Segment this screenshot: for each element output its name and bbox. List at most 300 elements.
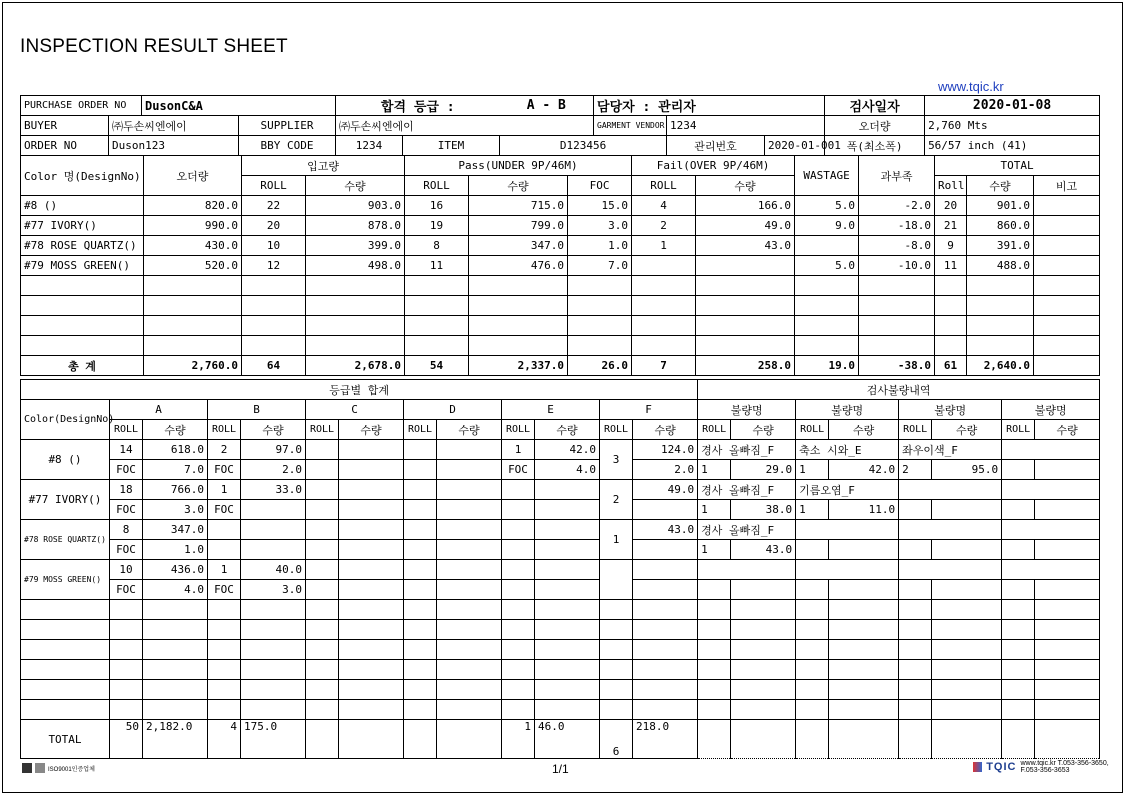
cell: 7	[632, 356, 696, 376]
cell: 903.0	[306, 196, 405, 216]
grade-cell: 2.0	[241, 460, 306, 480]
empty-cell	[568, 336, 632, 356]
grade-cell	[437, 440, 502, 460]
defect-name-hdr-1: 불량명	[698, 400, 796, 420]
grade-cell	[437, 580, 502, 600]
empty-cell	[632, 316, 696, 336]
design-name: #79 MOSS GREEN()	[21, 560, 110, 600]
grade-cell	[535, 560, 600, 580]
defect-value	[1035, 580, 1100, 600]
empty-cell	[698, 700, 731, 720]
f-qty: 43.0	[633, 520, 698, 540]
empty-cell	[143, 600, 208, 620]
empty-cell	[437, 600, 502, 620]
grade-cell	[306, 580, 339, 600]
empty-cell	[696, 336, 795, 356]
empty-cell	[796, 620, 829, 640]
empty-cell	[242, 296, 306, 316]
grade-cell: 1	[208, 480, 241, 500]
roll-subhdr: ROLL	[600, 420, 633, 440]
empty-cell	[405, 296, 469, 316]
empty-cell	[241, 700, 306, 720]
empty-cell	[404, 700, 437, 720]
total-cell: 50	[110, 720, 143, 759]
empty-cell	[859, 316, 935, 336]
empty-row	[21, 660, 1100, 680]
cell	[1034, 236, 1100, 256]
total-cell	[404, 720, 437, 759]
empty-cell	[796, 600, 829, 620]
cell: 5.0	[795, 256, 859, 276]
table-row	[21, 256, 1100, 276]
t2-color-hdr: Color(DesignNo)	[21, 400, 110, 440]
defect-name-hdr-2: 불량명	[796, 400, 899, 420]
empty-cell	[859, 296, 935, 316]
empty-cell	[144, 316, 242, 336]
cell: -18.0	[859, 216, 935, 236]
empty-cell	[935, 276, 967, 296]
cell: 820.0	[144, 196, 242, 216]
grade-cell: FOC	[208, 460, 241, 480]
empty-cell	[241, 640, 306, 660]
grade-cell	[306, 500, 339, 520]
grade-cell	[306, 480, 339, 500]
cell: 166.0	[696, 196, 795, 216]
empty-cell	[935, 316, 967, 336]
empty-cell	[632, 336, 696, 356]
empty-cell	[633, 600, 698, 620]
grade-row	[21, 520, 1100, 540]
defect-value: 1	[698, 460, 731, 480]
empty-cell	[698, 660, 731, 680]
empty-cell	[110, 660, 143, 680]
defect-value	[1002, 500, 1035, 520]
grade-cell: FOC	[110, 580, 143, 600]
cell: 12	[242, 256, 306, 276]
empty-cell	[600, 700, 633, 720]
empty-cell	[932, 620, 1002, 640]
cell: 2	[632, 216, 696, 236]
defect-name: 기름오염_F	[796, 480, 899, 500]
f-roll-count	[600, 560, 633, 600]
grade-cell	[404, 440, 437, 460]
design-name: #8 ()	[21, 440, 110, 480]
qty-subhdr: 수량	[241, 420, 306, 440]
empty-row	[21, 296, 1100, 316]
grade-cell	[241, 500, 306, 520]
cell: #77 IVORY()	[21, 216, 144, 236]
empty-cell	[698, 720, 731, 759]
empty-cell	[932, 720, 1002, 759]
insp-date-value: 2020-01-08	[925, 96, 1100, 116]
defect-name	[899, 520, 1002, 540]
empty-cell	[731, 720, 796, 759]
defect-value: 1	[698, 500, 731, 520]
defect-value: 38.0	[731, 500, 796, 520]
grade-cell: 33.0	[241, 480, 306, 500]
defect-value	[932, 540, 1002, 560]
qty-subhdr: 수량	[339, 420, 404, 440]
empty-cell	[339, 620, 404, 640]
defect-value: 1	[796, 460, 829, 480]
empty-cell	[932, 680, 1002, 700]
grade-sum-hdr: 등급별 합계	[21, 380, 698, 400]
empty-cell	[469, 316, 568, 336]
grade-cell: 18	[110, 480, 143, 500]
cell: 476.0	[469, 256, 568, 276]
empty-cell	[731, 680, 796, 700]
cell: -8.0	[859, 236, 935, 256]
empty-cell	[967, 296, 1034, 316]
cell: 347.0	[469, 236, 568, 256]
f-qty	[633, 560, 698, 580]
total-cell	[339, 720, 404, 759]
f-roll-count: 3	[600, 440, 633, 480]
order-qty-label: 오더량	[825, 116, 925, 136]
grade-cell: 2	[208, 440, 241, 460]
empty-cell	[899, 660, 932, 680]
brand-footer	[973, 760, 1127, 774]
table-row	[21, 216, 1100, 236]
total-cell: 2,182.0	[143, 720, 208, 759]
cell	[1034, 356, 1100, 376]
empty-cell	[241, 600, 306, 620]
empty-cell	[633, 660, 698, 680]
grade-cell	[535, 500, 600, 520]
grade-cell	[502, 560, 535, 580]
grade-f-hdr: F	[600, 400, 698, 420]
grade-cell: FOC	[110, 540, 143, 560]
cell	[1034, 256, 1100, 276]
grade-cell	[502, 580, 535, 600]
qty-subhdr: 수량	[731, 420, 796, 440]
empty-cell	[600, 680, 633, 700]
empty-cell	[404, 640, 437, 660]
grade-cell	[306, 560, 339, 580]
empty-cell	[502, 660, 535, 680]
empty-cell	[306, 700, 339, 720]
note-hdr: 비고	[1034, 176, 1100, 196]
cell: 15.0	[568, 196, 632, 216]
empty-cell	[859, 336, 935, 356]
insp-date-label: 검사일자	[825, 96, 925, 116]
grade-d-hdr: D	[404, 400, 502, 420]
grade-cell: 1	[502, 440, 535, 460]
cell: 520.0	[144, 256, 242, 276]
empty-cell	[698, 680, 731, 700]
cell: 22	[242, 196, 306, 216]
cell: 61	[935, 356, 967, 376]
empty-cell	[21, 296, 144, 316]
empty-cell	[600, 620, 633, 640]
grade-cell: 3.0	[241, 580, 306, 600]
grade-cell	[339, 500, 404, 520]
f-qty: 49.0	[633, 480, 698, 500]
t2-total-label: TOTAL	[21, 720, 110, 759]
bby-value: 1234	[336, 136, 403, 156]
page-number: 1/1	[552, 762, 569, 776]
empty-cell	[502, 640, 535, 660]
mgmt-label: 관리번호	[667, 136, 765, 156]
grade-cell: FOC	[208, 500, 241, 520]
grade-cell	[437, 540, 502, 560]
empty-cell	[932, 640, 1002, 660]
empty-cell	[899, 640, 932, 660]
empty-cell	[143, 700, 208, 720]
empty-cell	[208, 600, 241, 620]
empty-cell	[404, 660, 437, 680]
grade-cell: 4.0	[535, 460, 600, 480]
empty-cell	[535, 680, 600, 700]
grade-cell	[241, 540, 306, 560]
empty-cell	[144, 276, 242, 296]
empty-cell	[696, 276, 795, 296]
defect-value: 43.0	[731, 540, 796, 560]
defect-value	[899, 580, 932, 600]
defect-value: 1	[796, 500, 829, 520]
cell: #78 ROSE QUARTZ()	[21, 236, 144, 256]
total-cell: 6	[600, 720, 633, 759]
in-hdr: 입고량	[242, 156, 405, 176]
empty-cell	[899, 720, 932, 759]
empty-cell	[795, 316, 859, 336]
qty-subhdr: 수량	[143, 420, 208, 440]
empty-cell	[698, 620, 731, 640]
defect-value	[1035, 540, 1100, 560]
cell: 64	[242, 356, 306, 376]
defect-name	[1002, 440, 1100, 460]
empty-cell	[535, 600, 600, 620]
cell: 391.0	[967, 236, 1034, 256]
cell: 9.0	[795, 216, 859, 236]
cell: 21	[935, 216, 967, 236]
empty-cell	[1035, 640, 1100, 660]
empty-cell	[600, 660, 633, 680]
qty-subhdr: 수량	[932, 420, 1002, 440]
empty-row	[21, 316, 1100, 336]
cell: #79 MOSS GREEN()	[21, 256, 144, 276]
cell: 799.0	[469, 216, 568, 236]
empty-cell	[143, 620, 208, 640]
empty-cell	[306, 600, 339, 620]
empty-cell	[1034, 276, 1100, 296]
grade-cell: 347.0	[143, 520, 208, 540]
pass-qty-hdr: 수량	[469, 176, 568, 196]
grade-row	[21, 440, 1100, 460]
empty-cell	[1002, 720, 1035, 759]
total-cell: 175.0	[241, 720, 306, 759]
empty-cell	[469, 336, 568, 356]
defect-name	[899, 560, 1002, 580]
page-title: INSPECTION RESULT SHEET	[20, 36, 288, 57]
total-cell: 1	[502, 720, 535, 759]
empty-row	[21, 640, 1100, 660]
defect-name: 축소 시와_E	[796, 440, 899, 460]
grade-cell: 40.0	[241, 560, 306, 580]
defect-name	[1002, 480, 1100, 500]
empty-cell	[967, 316, 1034, 336]
empty-cell	[967, 336, 1034, 356]
empty-cell	[899, 680, 932, 700]
defect-name-hdr-3: 불량명	[899, 400, 1002, 420]
cell: 49.0	[696, 216, 795, 236]
cell: 430.0	[144, 236, 242, 256]
roll-subhdr: ROLL	[899, 420, 932, 440]
cell: 7.0	[568, 256, 632, 276]
cell: 43.0	[696, 236, 795, 256]
fail-hdr: Fail(OVER 9P/46M)	[632, 156, 795, 176]
cell	[1034, 196, 1100, 216]
grade-cell	[404, 520, 437, 540]
empty-cell	[339, 660, 404, 680]
defect-value	[1002, 460, 1035, 480]
empty-cell	[1002, 640, 1035, 660]
defect-value	[698, 580, 731, 600]
f-qty: 124.0	[633, 440, 698, 460]
empty-cell	[829, 680, 899, 700]
grade-row	[21, 580, 1100, 600]
cell: 26.0	[568, 356, 632, 376]
manager-label: 담당자 : 관리자	[594, 96, 825, 116]
empty-cell	[241, 660, 306, 680]
grade-cell	[404, 500, 437, 520]
fail-qty-hdr: 수량	[696, 176, 795, 196]
defect-hdr: 검사불량내역	[698, 380, 1100, 400]
cell: 1	[632, 236, 696, 256]
supplier-label: SUPPLIER	[239, 116, 336, 136]
color-hdr: Color 명(DesignNo)	[21, 156, 144, 196]
grade-cell: 42.0	[535, 440, 600, 460]
total-cell: 218.0	[633, 720, 698, 759]
empty-cell	[796, 720, 829, 759]
grade-cell: 10	[110, 560, 143, 580]
cell: 715.0	[469, 196, 568, 216]
empty-cell	[935, 336, 967, 356]
qty-subhdr: 수량	[437, 420, 502, 440]
grade-cell: 436.0	[143, 560, 208, 580]
grade-row	[21, 540, 1100, 560]
defect-name	[796, 520, 899, 540]
empty-cell	[1035, 680, 1100, 700]
empty-cell	[242, 316, 306, 336]
buyer-label: BUYER	[21, 116, 109, 136]
f-qty	[633, 580, 698, 600]
brand-contact: www.tqic.kr T.053-356-3650, F.053-356-3653	[1020, 760, 1109, 774]
defect-name	[698, 560, 796, 580]
empty-cell	[306, 276, 405, 296]
pass-hdr: Pass(UNDER 9P/46M)	[405, 156, 632, 176]
cell: 총 계	[21, 356, 144, 376]
cell: 8	[405, 236, 469, 256]
item-value: D123456	[500, 136, 667, 156]
empty-cell	[698, 640, 731, 660]
empty-cell	[241, 680, 306, 700]
defect-name: 경사 올빠짐_F	[698, 480, 796, 500]
empty-cell	[339, 640, 404, 660]
empty-cell	[404, 680, 437, 700]
grade-cell	[339, 520, 404, 540]
defect-value: 11.0	[829, 500, 899, 520]
empty-cell	[932, 600, 1002, 620]
empty-cell	[405, 316, 469, 336]
empty-cell	[935, 296, 967, 316]
grade-cell	[306, 540, 339, 560]
pass-roll-hdr: ROLL	[405, 176, 469, 196]
empty-cell	[731, 620, 796, 640]
roll-subhdr: ROLL	[1002, 420, 1035, 440]
defect-value	[1002, 540, 1035, 560]
cell: 2,760.0	[144, 356, 242, 376]
grade-cell	[502, 480, 535, 500]
empty-cell	[469, 276, 568, 296]
po-label: PURCHASE ORDER NO	[21, 96, 142, 116]
grade-cell	[404, 480, 437, 500]
cell: 901.0	[967, 196, 1034, 216]
empty-cell	[859, 276, 935, 296]
grade-cell	[306, 520, 339, 540]
empty-cell	[21, 276, 144, 296]
empty-cell	[796, 660, 829, 680]
empty-cell	[1035, 700, 1100, 720]
empty-cell	[21, 600, 110, 620]
empty-cell	[1034, 316, 1100, 336]
empty-cell	[829, 600, 899, 620]
grade-a-hdr: A	[110, 400, 208, 420]
empty-cell	[21, 680, 110, 700]
design-name: #77 IVORY()	[21, 480, 110, 520]
defect-name	[899, 480, 1002, 500]
cell: 498.0	[306, 256, 405, 276]
defect-value: 2	[899, 460, 932, 480]
empty-cell	[796, 700, 829, 720]
empty-cell	[829, 660, 899, 680]
defect-name	[1002, 560, 1100, 580]
grade-cell	[339, 460, 404, 480]
defect-value: 29.0	[731, 460, 796, 480]
empty-cell	[404, 600, 437, 620]
empty-cell	[633, 700, 698, 720]
grade-cell	[437, 460, 502, 480]
total-cell: 4	[208, 720, 241, 759]
summary-table	[20, 155, 1100, 376]
grade-row	[21, 460, 1100, 480]
grade-cell	[535, 480, 600, 500]
empty-cell	[437, 660, 502, 680]
grade-row	[21, 560, 1100, 580]
over-hdr: 과부족	[859, 156, 935, 196]
cell: #8 ()	[21, 196, 144, 216]
website-link[interactable]: www.tqic.kr	[938, 79, 1004, 94]
empty-cell	[143, 640, 208, 660]
defect-value	[731, 580, 796, 600]
po-value: DusonC&A	[142, 96, 336, 116]
roll-subhdr: ROLL	[404, 420, 437, 440]
grade-cell: 1	[208, 560, 241, 580]
cell: 11	[935, 256, 967, 276]
empty-cell	[535, 640, 600, 660]
header-table	[20, 95, 1100, 156]
empty-row	[21, 620, 1100, 640]
roll-subhdr: ROLL	[110, 420, 143, 440]
cert-logo-icon	[22, 763, 32, 773]
defect-value: 1	[698, 540, 731, 560]
roll-subhdr: ROLL	[502, 420, 535, 440]
total-row	[21, 356, 1100, 376]
empty-cell	[21, 660, 110, 680]
grade-cell: 14	[110, 440, 143, 460]
empty-cell	[339, 680, 404, 700]
grade-cell	[404, 560, 437, 580]
